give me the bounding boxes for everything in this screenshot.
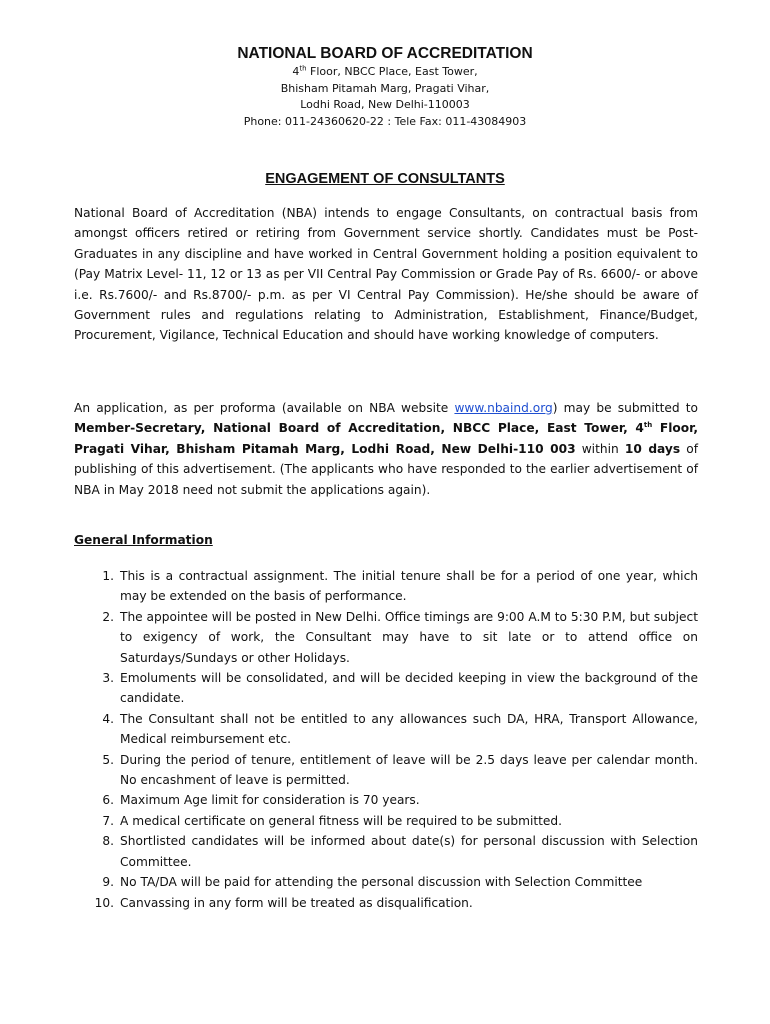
- list-item: [74, 893, 698, 913]
- item-number: 7.: [102, 813, 114, 828]
- address-line-2: Bhisham Pitamah Marg, Pragati Vihar,: [280, 81, 490, 95]
- address-line-1-rest: Floor, NBCC Place, East Tower,: [306, 65, 478, 78]
- application-rest: of publishing of this advertisement. (The applicants who have responded to the earlier advertisement of NBA in May 2018 need not submit the applications again).: [74, 441, 699, 497]
- list-item: [74, 831, 698, 872]
- application-intro: An application, as per proforma (available on NBA website: [74, 401, 455, 415]
- organization-title: NATIONAL BOARD OF ACCREDITATION: [237, 45, 533, 62]
- list-item: [74, 872, 698, 892]
- eligibility-paragraph: National Board of Accreditation (NBA) intends to engage Consultants, on contractual basis from amongst officers retired or retiring from Government service shortly. Candidates must be Post-Graduates in any discipline and have worked in Central Government holding a position equivalent to (Pay Matrix Level- 11, 12 or 13 as per VII Central Pay Commission or Grade Pay of Rs. 6600/- or above i.e. Rs.7600/- and Rs.8700/- p.m. as per VI Central Pay Commission). He/she should be aware of Government rules and regulations relating to Administration, Establishment, Finance/Budget, Procurement, Vigilance, Technical Education and should have working knowledge of computers.: [74, 206, 698, 343]
- floor-number: 4: [292, 65, 300, 78]
- item-number: 2.: [102, 609, 114, 624]
- item-number: 4.: [102, 711, 114, 726]
- list-item: [74, 566, 698, 607]
- item-text: Emoluments will be consolidated, and will be decided keeping in view the background of the candidate.: [120, 671, 698, 706]
- application-paragraph: [74, 398, 698, 500]
- list-item: [74, 709, 698, 750]
- item-text: Shortlisted candidates will be informed about date(s) for personal discussion with Selection Committee.: [120, 834, 698, 869]
- submission-address-a: Member-Secretary, National Board of Accreditation, NBCC Place, East Tower, 4: [74, 421, 644, 436]
- item-number: 8.: [102, 834, 114, 849]
- letterhead: [0, 44, 770, 130]
- item-number: 10.: [94, 895, 114, 910]
- item-text: During the period of tenure, entitlement of leave will be 2.5 days leave per calendar month. No encashment of leave is permitted.: [120, 752, 698, 788]
- item-text: No TA/DA will be paid for attending the personal discussion with Selection Committee: [120, 875, 643, 890]
- item-text: The Consultant shall not be entitled to any allowances such DA, HRA, Transport Allowance, Medical reimbursement etc.: [120, 711, 698, 747]
- application-after-link: ) may be submitted to: [552, 401, 698, 415]
- item-number: 3.: [102, 671, 114, 686]
- item-text: Canvassing in any form will be treated as disqualification.: [120, 895, 473, 910]
- within-text: within: [575, 441, 625, 456]
- notice-heading: ENGAGEMENT OF CONSULTANTS: [265, 171, 505, 187]
- item-number: 6.: [102, 793, 114, 808]
- list-item: [74, 790, 698, 810]
- list-item: [74, 668, 698, 709]
- address-line-3: Lodhi Road, New Delhi-110003: [300, 98, 470, 111]
- deadline-days: 10 days: [624, 441, 681, 456]
- item-number: 9.: [102, 875, 114, 890]
- address-ordinal: th: [643, 421, 653, 430]
- floor-ordinal: th: [299, 64, 307, 73]
- list-item: [74, 811, 698, 831]
- item-text: This is a contractual assignment. The initial tenure shall be for a period of one year, which may be extended on the basis of performance.: [120, 569, 698, 604]
- address-line-1: [0, 64, 770, 81]
- contact-phone: Phone: 011-24360620-22 : Tele Fax: 011-43084903: [243, 114, 527, 128]
- general-information-heading: General Information: [74, 533, 213, 547]
- nba-website-link[interactable]: www.nbaind.org: [454, 401, 553, 415]
- item-number: 1.: [102, 569, 114, 583]
- item-number: 5.: [102, 752, 114, 767]
- item-text: A medical certificate on general fitness will be required to be submitted.: [120, 813, 563, 828]
- item-text: Maximum Age limit for consideration is 70 years.: [120, 793, 420, 808]
- submission-address-b: Floor, Pragati Vihar, Bhisham Pitamah Marg, Lodhi Road, New Delhi-110 003: [74, 421, 698, 456]
- item-text: The appointee will be posted in New Delhi. Office timings are 9:00 A.M to 5:30 P.M, but subject to exigency of work, the Consultant may have to sit late or to attend office on Saturdays/Sundays or other Holidays.: [120, 609, 698, 665]
- list-item: [74, 607, 698, 668]
- general-information-list: [74, 566, 698, 913]
- list-item: [74, 750, 698, 791]
